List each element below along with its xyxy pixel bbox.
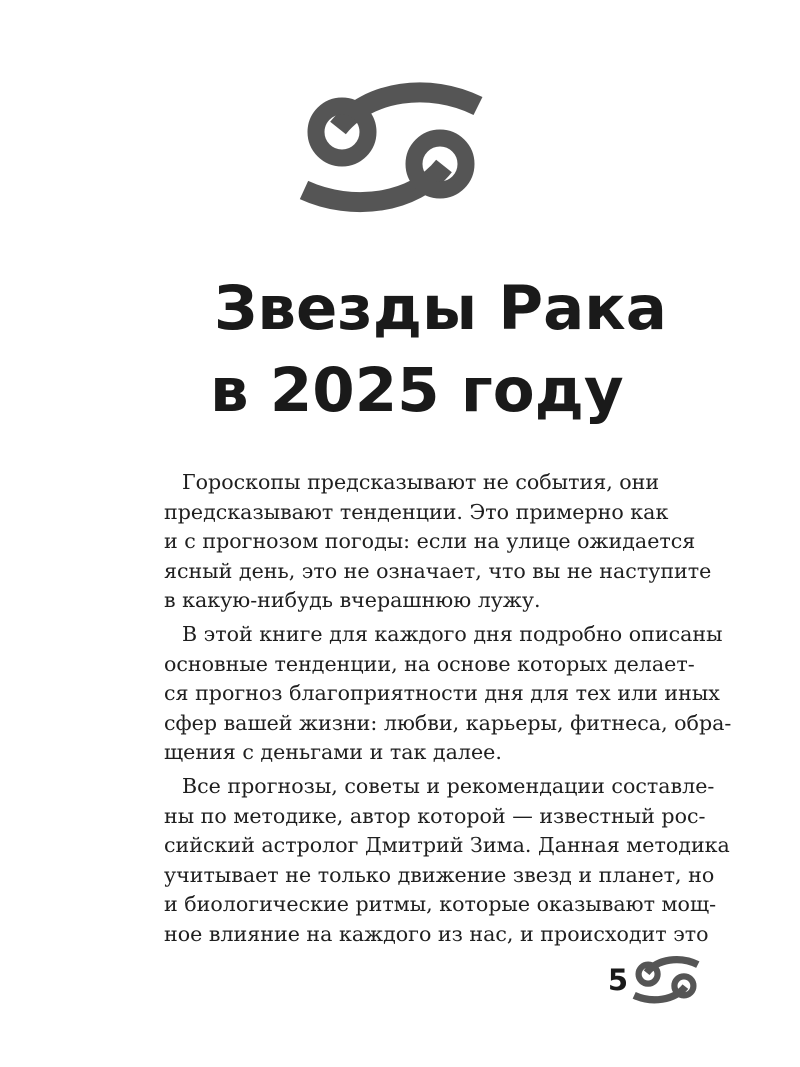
- title-line-2: в 2025 году: [210, 355, 624, 426]
- text-line: в какую-нибудь вчерашнюю лужу.: [164, 588, 541, 613]
- text-line: ясный день, это не означает, что вы не наступите: [164, 558, 712, 583]
- page-number: 5: [607, 963, 628, 997]
- paragraph-1: [146, 468, 712, 616]
- paragraph-3: [146, 772, 730, 950]
- text-line: ся прогноз благоприятности дня для тех или иных: [164, 681, 720, 706]
- body-text: [146, 468, 732, 954]
- text-line: Гороскопы предсказывают не события, они: [182, 470, 660, 494]
- text-line: основные тенденции, на основе которых делает-: [164, 651, 695, 676]
- text-line: ное влияние на каждого из нас, и происходит это: [164, 921, 709, 946]
- text-line: и биологические ритмы, которые оказывают мощ-: [164, 892, 717, 917]
- text-line: и с прогнозом погоды: если на улице ожидается: [164, 529, 696, 554]
- paragraph-2: [146, 620, 732, 768]
- cancer-zodiac-icon: [632, 954, 700, 1006]
- cancer-zodiac-icon: [298, 78, 484, 218]
- text-line: ны по методике, автор которой — известный рос-: [164, 803, 706, 828]
- text-line: В этой книге для каждого дня подробно описаны: [182, 621, 723, 646]
- text-line: щения с деньгами и так далее.: [164, 740, 502, 765]
- page-title: [0, 268, 800, 432]
- text-line: Все прогнозы, советы и рекомендации составле-: [182, 773, 715, 798]
- text-line: учитывает не только движение звезд и планет, но: [164, 862, 715, 887]
- text-line: сфер вашей жизни: любви, карьеры, фитнеса, обра-: [164, 710, 732, 735]
- title-line-1: Звезды Рака: [214, 273, 667, 344]
- text-line: сийский астролог Дмитрий Зима. Данная методика: [164, 833, 730, 858]
- text-line: предсказывают тенденции. Это примерно как: [164, 499, 669, 524]
- page-footer: [608, 950, 700, 1010]
